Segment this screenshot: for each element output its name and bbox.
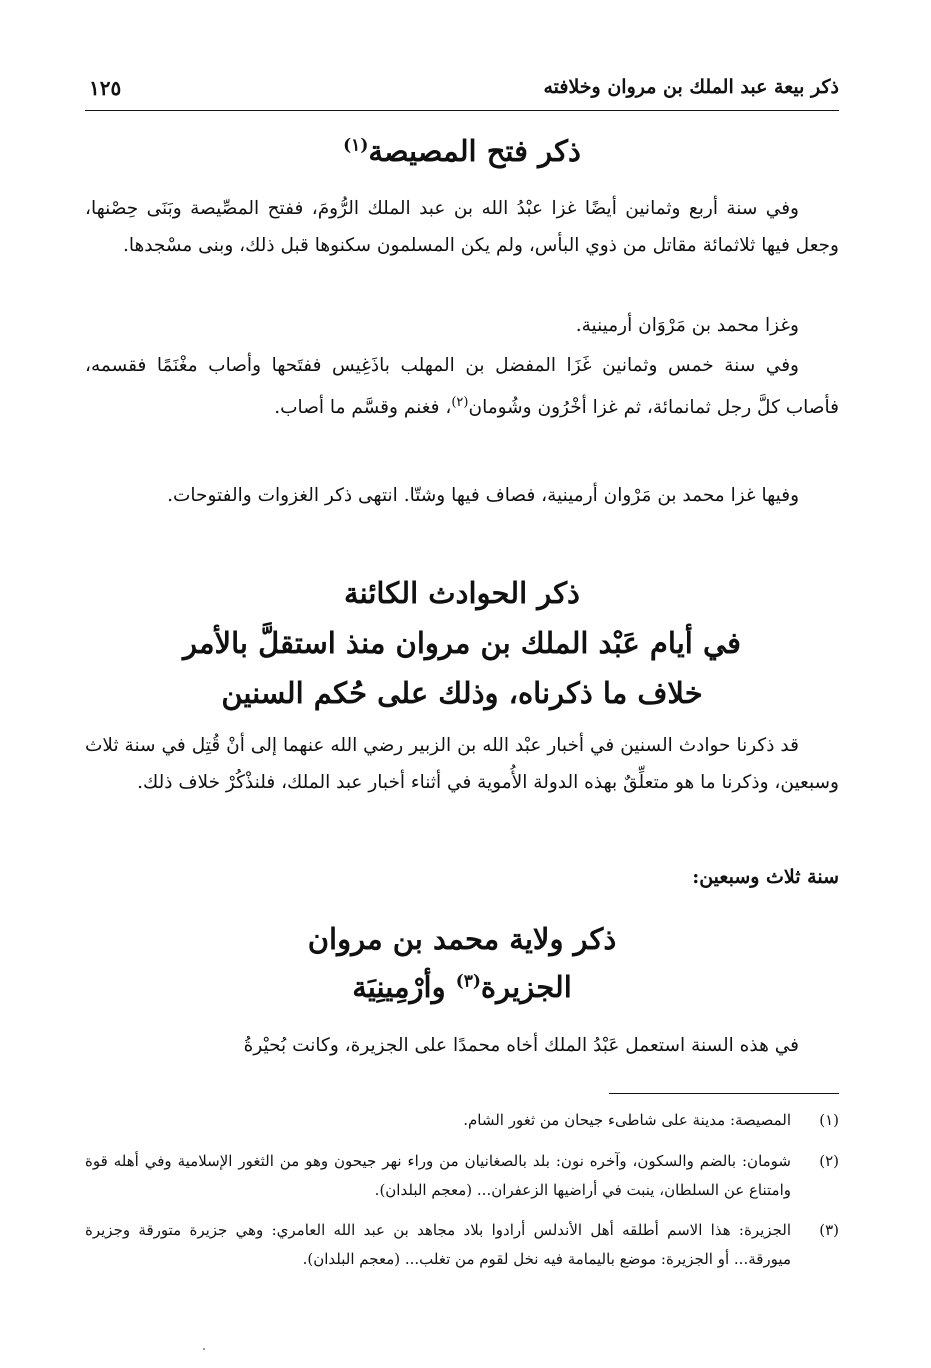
footnote-text: المصيصة: مدينة على شاطىء جيحان من ثغور الشام.: [463, 1111, 791, 1129]
footnote-text: شومان: بالضم والسكون، وآخره نون: بلد بالصغانيان من وراء نهر جيحون وهو من الثغور الإسلامية وفي أهله قوة وامتناع عن السلطان، ينبت في أراضيها الزعفران... (معجم البلدان).: [85, 1152, 791, 1199]
running-title: ذكر بيعة عبد الملك بن مروان وخلافته: [543, 76, 839, 98]
footnote-3: [85, 1216, 839, 1274]
heading-text: وأرْمِينِيَة: [352, 970, 456, 1004]
section-heading-wilaya-line1: ذكر ولاية محمد بن مروان: [307, 922, 617, 956]
footnote-ref-3[interactable]: (٣): [455, 971, 481, 992]
section-heading-hawadith-line1: ذكر الحوادث الكائنة: [344, 576, 580, 610]
footnote-2: [85, 1147, 839, 1205]
footnote-ref-2[interactable]: (٢): [451, 395, 469, 410]
section-heading-wilaya-line2: [85, 970, 839, 1005]
section-heading-hawadith-line3: خلاف ما ذكرناه، وذلك على حُكم السنين: [221, 676, 703, 710]
scan-speck: [203, 1348, 205, 1350]
year-heading: سنة ثلاث وسبعين:: [692, 866, 839, 888]
footnote-ref-1[interactable]: (١): [343, 135, 369, 156]
heading-text: الجزيرة: [480, 970, 572, 1004]
heading-text: ذكر فتح المصيصة: [368, 134, 581, 168]
running-header: [85, 70, 839, 111]
footnote-text: الجزيرة: هذا الاسم أطلقه أهل الأندلس أرادوا بلاد مجاهد بن عبد الله العامري: وهي جزيرة متورقة وجزيرة ميورقة... أو الجزيرة: موضع باليمامة فيه نخل لقوم من تغلب... (معجم البلدان).: [85, 1221, 791, 1268]
footnote-number: (٣): [819, 1221, 839, 1239]
footnote-divider: [609, 1093, 839, 1094]
paragraph: وفيها غزا محمد بن مَرْوان أرمينية، فصاف فيها وشتّا. انتهى ذكر الغزوات والفتوحات.: [167, 485, 799, 506]
paragraph: قد ذكرنا حوادث السنين في أخبار عبْد الله بن الزبير رضي الله عنهما إلى أنْ قُتِل في سنة ثلاث وسبعين، وذكرنا ما هو متعلِّقٌ بهذه الدولة الأُموية في أثناء أخبار عبد الملك، فلنذْكُرْ خلاف ذلك.: [85, 735, 839, 793]
paragraph-text: ، فغنم وقسَّم ما أصاب.: [274, 397, 452, 419]
paragraph: [85, 347, 839, 426]
footnote-number: (٢): [819, 1152, 839, 1170]
paragraph: وفي سنة أربع وثمانين أيضًا غزا عبْدُ الله بن عبد الملك الرُّومَ، ففتح المصِّيصة وبَنَى حِصْنها، وجعل فيها ثلاثمائة مقاتل من ذوي البأس، ولم يكن المسلمون سكنوها قبل ذلك، وبنى مسْجدها.: [85, 198, 839, 256]
page-number: ١٢٥: [89, 76, 122, 100]
section-heading-fath-al-massisa: [85, 134, 839, 169]
footnote-1: [85, 1106, 839, 1135]
footnote-number: (١): [819, 1111, 839, 1129]
paragraph-text: وفي سنة خمس وثمانين غَزَا المفضل بن المهلب باذَغِيس ففتَحها وأصاب مغْنَمًا فقسمه، فأصاب كلَّ رجل ثمانمائة، ثم غزا أخْرُون وشُومان: [85, 355, 839, 419]
paragraph: في هذه السنة استعمل عَبْدُ الملك أخاه محمدًا على الجزيرة، وكانت بُحيْرةُ: [243, 1035, 799, 1056]
section-heading-hawadith-line2: في أيام عَبْد الملك بن مروان منذ استقلَّ بالأمر: [183, 626, 741, 660]
paragraph: وغزا محمد بن مَرْوَان أرمينية.: [575, 315, 799, 336]
